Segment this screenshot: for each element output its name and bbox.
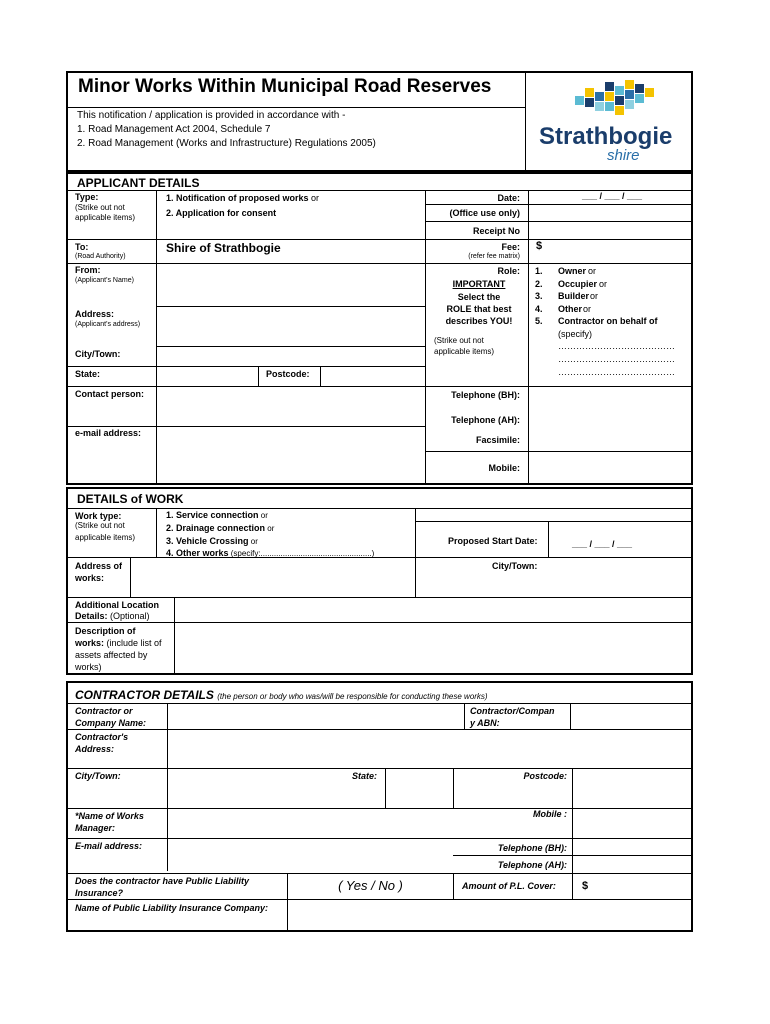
or-text: or [265, 524, 275, 533]
divider [425, 239, 691, 240]
logo-mosaic-icon [535, 78, 687, 126]
description-label: Description of [75, 626, 136, 636]
to-value: Shire of Strathbogie [166, 241, 281, 255]
contractor-tel-bh-field[interactable] [573, 839, 691, 855]
contractor-postcode-field[interactable] [573, 769, 691, 808]
divider [425, 451, 691, 452]
divider [525, 72, 526, 171]
works-city-label: City/Town: [492, 561, 538, 571]
role-num: 5. [535, 316, 543, 326]
divider [453, 768, 454, 808]
contractor-abn-label: y ABN: [470, 718, 500, 728]
divider [67, 239, 425, 240]
contractor-address-label: Contractor's [75, 732, 129, 742]
state-label: State: [75, 369, 101, 379]
contractor-name-label: Company Name: [75, 718, 147, 728]
insurer-field[interactable] [288, 900, 691, 930]
divider [464, 703, 465, 729]
works-manager-label: Manager: [75, 823, 116, 833]
additional-location-field[interactable] [175, 598, 691, 622]
works-address-label: Address of [75, 561, 123, 571]
role-num: 2. [535, 279, 543, 289]
role-num: 1. [535, 266, 543, 276]
state-field[interactable] [157, 367, 258, 386]
role-hint: applicable items) [434, 347, 495, 356]
divider [67, 508, 691, 509]
role-option-contractor[interactable] [535, 315, 658, 327]
role-num: 3. [535, 291, 543, 301]
role-label: Role: [497, 266, 520, 276]
title-hint: (the person or body who was/will be responsible for conducting these works) [217, 692, 488, 701]
pl-yes-no[interactable]: ( Yes / No ) [338, 878, 403, 893]
option-text: 2. Drainage connection [166, 523, 266, 533]
role-suffix: or [599, 279, 608, 289]
type-hint: (Strike out not [75, 203, 125, 212]
insurer-label: Name of Public Liability Insurance Company: [75, 903, 269, 913]
role-specify: (specify) [558, 329, 593, 339]
address-label: Address: [75, 309, 115, 319]
role-specify-line[interactable]: ………………………………… [558, 341, 675, 351]
contractor-tel-bh-label: Telephone (BH): [497, 843, 567, 853]
pl-question-label: Insurance? [75, 888, 124, 898]
role-specify-line[interactable]: ………………………………… [558, 354, 675, 364]
type-option-consent[interactable]: 2. Application for consent [166, 208, 277, 218]
type-hint: applicable items) [75, 213, 136, 222]
contractor-address-field[interactable] [168, 730, 691, 768]
additional-location-label [75, 610, 150, 622]
works-section-title: DETAILS of WORK [77, 492, 184, 506]
description-hint: works) [75, 662, 102, 672]
pl-amount-label: Amount of P.L. Cover: [462, 881, 556, 891]
date-label: Date: [497, 193, 520, 203]
divider [67, 107, 525, 108]
role-option-builder[interactable] [535, 290, 590, 302]
role-suffix: or [588, 266, 597, 276]
applicant-section-title: APPLICANT DETAILS [77, 176, 200, 190]
divider [548, 521, 549, 557]
address-hint: (Applicant's address) [75, 321, 141, 328]
option-text: 1. Notification of proposed works [166, 193, 309, 203]
option-text: 4. Other works [166, 548, 229, 558]
works-city-field[interactable] [416, 571, 691, 597]
work-type-label: Work type: [75, 511, 122, 521]
contractor-state-label: State: [352, 771, 378, 781]
description-field[interactable] [175, 623, 691, 674]
page-title: Minor Works Within Municipal Road Reserves [78, 76, 492, 97]
tel-bh-label: Telephone (BH): [451, 390, 520, 400]
work-option-crossing[interactable] [166, 535, 258, 547]
contractor-email-field[interactable] [168, 839, 453, 873]
works-address-field[interactable] [131, 558, 415, 597]
logo-subtext: shire [607, 147, 640, 164]
or-text: or [308, 193, 320, 203]
additional-location-label: Additional Location [75, 600, 159, 610]
divider [258, 366, 259, 387]
start-date-label: Proposed Start Date: [448, 536, 538, 546]
contractor-address-label: Address: [75, 744, 115, 754]
receipt-label: Receipt No [472, 226, 520, 236]
role-name: Other [558, 304, 583, 314]
from-hint: (Applicant's Name) [75, 277, 134, 284]
contractor-section-title [75, 688, 488, 704]
role-specify-line[interactable]: ………………………………… [558, 367, 675, 377]
contractor-state-field[interactable] [386, 769, 453, 808]
to-label: To: [75, 242, 89, 252]
role-num: 4. [535, 304, 543, 314]
optional-text: (Optional) [107, 611, 150, 621]
label-text: works: [75, 638, 105, 648]
specify-text: (specify:..................................................) [228, 549, 375, 558]
date-field[interactable]: ___ / ___ / ___ [582, 191, 643, 201]
tel-ah-field[interactable] [529, 417, 691, 451]
type-option-notification[interactable] [166, 192, 319, 204]
contractor-tel-ah-field[interactable] [573, 856, 691, 873]
city-label: City/Town: [75, 349, 121, 359]
role-option-other[interactable] [535, 303, 583, 315]
role-important: IMPORTANT [452, 279, 506, 289]
act-1: 1. Road Management Act 2004, Schedule 7 [77, 124, 271, 135]
contractor-mobile-label: Mobile : [533, 809, 567, 819]
tel-bh-field[interactable] [529, 387, 691, 417]
divider [67, 873, 691, 874]
divider [425, 263, 691, 264]
contractor-postcode-label: Postcode: [523, 771, 567, 781]
contact-label: Contact person: [75, 389, 145, 399]
work-type-hint: (Strike out not [75, 521, 125, 530]
fee-symbol[interactable]: $ [536, 240, 543, 252]
mobile-label: Mobile: [488, 463, 520, 473]
postcode-label: Postcode: [266, 369, 310, 379]
divider [425, 190, 426, 483]
description-label [75, 637, 162, 649]
contractor-mobile-field[interactable] [573, 809, 691, 838]
title-text: CONTRACTOR DETAILS [75, 688, 214, 702]
contractor-name-field[interactable] [168, 704, 464, 729]
role-name: Owner [558, 266, 587, 276]
role-option-owner[interactable] [535, 265, 587, 277]
work-option-service[interactable] [166, 509, 268, 521]
role-name: Builder [558, 291, 590, 301]
option-text: 1. Service connection [166, 510, 259, 520]
contractor-city-label: City/Town: [75, 771, 121, 781]
role-line: Select the [457, 292, 501, 302]
work-option-drainage[interactable] [166, 522, 274, 534]
act-2: 2. Road Management (Works and Infrastructure) Regulations 2005) [77, 138, 376, 149]
address-field[interactable] [157, 307, 425, 346]
office-use-field [529, 205, 691, 221]
or-text: or [258, 511, 268, 520]
divider [453, 873, 454, 899]
role-line: describes YOU! [445, 316, 513, 326]
office-use-label: (Office use only) [449, 208, 520, 218]
work-type-hint: applicable items) [75, 533, 136, 542]
fax-label: Facsimile: [475, 435, 520, 445]
works-address-label: works: [75, 573, 105, 583]
type-label: Type: [75, 192, 99, 202]
role-name: Occupier [558, 279, 598, 289]
role-line: ROLE that best [446, 304, 512, 314]
contractor-tel-ah-label: Telephone (AH): [497, 860, 567, 870]
start-date-field[interactable]: ___ / ___ / ___ [572, 539, 633, 549]
pl-question-label: Does the contractor have Public Liability [75, 876, 250, 886]
contractor-abn-label: Contractor/Compan [470, 706, 555, 716]
contractor-abn-field[interactable] [571, 704, 691, 729]
contact-field[interactable] [157, 387, 425, 426]
label-text: Details: [75, 611, 108, 621]
from-field[interactable] [157, 264, 425, 306]
city-field[interactable] [157, 347, 425, 366]
works-manager-label: *Name of Works [75, 811, 144, 821]
to-hint: (Road Authority) [75, 253, 126, 260]
from-label: From: [75, 265, 101, 275]
email-field[interactable] [157, 427, 425, 483]
divider [572, 873, 573, 899]
hint-text: (include list of [104, 638, 162, 648]
intro-text: This notification / application is provided in accordance with - [77, 110, 346, 121]
fee-label: Fee: [501, 242, 520, 252]
email-label: e-mail address: [75, 428, 142, 438]
tel-ah-label: Telephone (AH): [451, 415, 520, 425]
role-suffix: or [583, 304, 592, 314]
role-suffix: or [590, 291, 599, 301]
role-option-occupier[interactable] [535, 278, 598, 290]
postcode-field[interactable] [321, 367, 425, 386]
divider [156, 508, 157, 557]
role-hint: (Strike out not [434, 336, 484, 345]
logo-text: Strathbogie [539, 123, 673, 150]
fee-hint: (refer fee matrix) [468, 253, 520, 260]
pl-amount-field[interactable]: $ [582, 880, 589, 892]
divider [415, 521, 691, 522]
receipt-field [529, 222, 691, 239]
role-name: Contractor on behalf of [558, 316, 658, 326]
or-text: or [248, 537, 258, 546]
option-text: 3. Vehicle Crossing [166, 536, 249, 546]
contractor-email-label: E-mail address: [75, 841, 143, 851]
contractor-name-label: Contractor or [75, 706, 133, 716]
description-hint: assets affected by [75, 650, 148, 660]
strathbogie-logo [535, 78, 687, 166]
